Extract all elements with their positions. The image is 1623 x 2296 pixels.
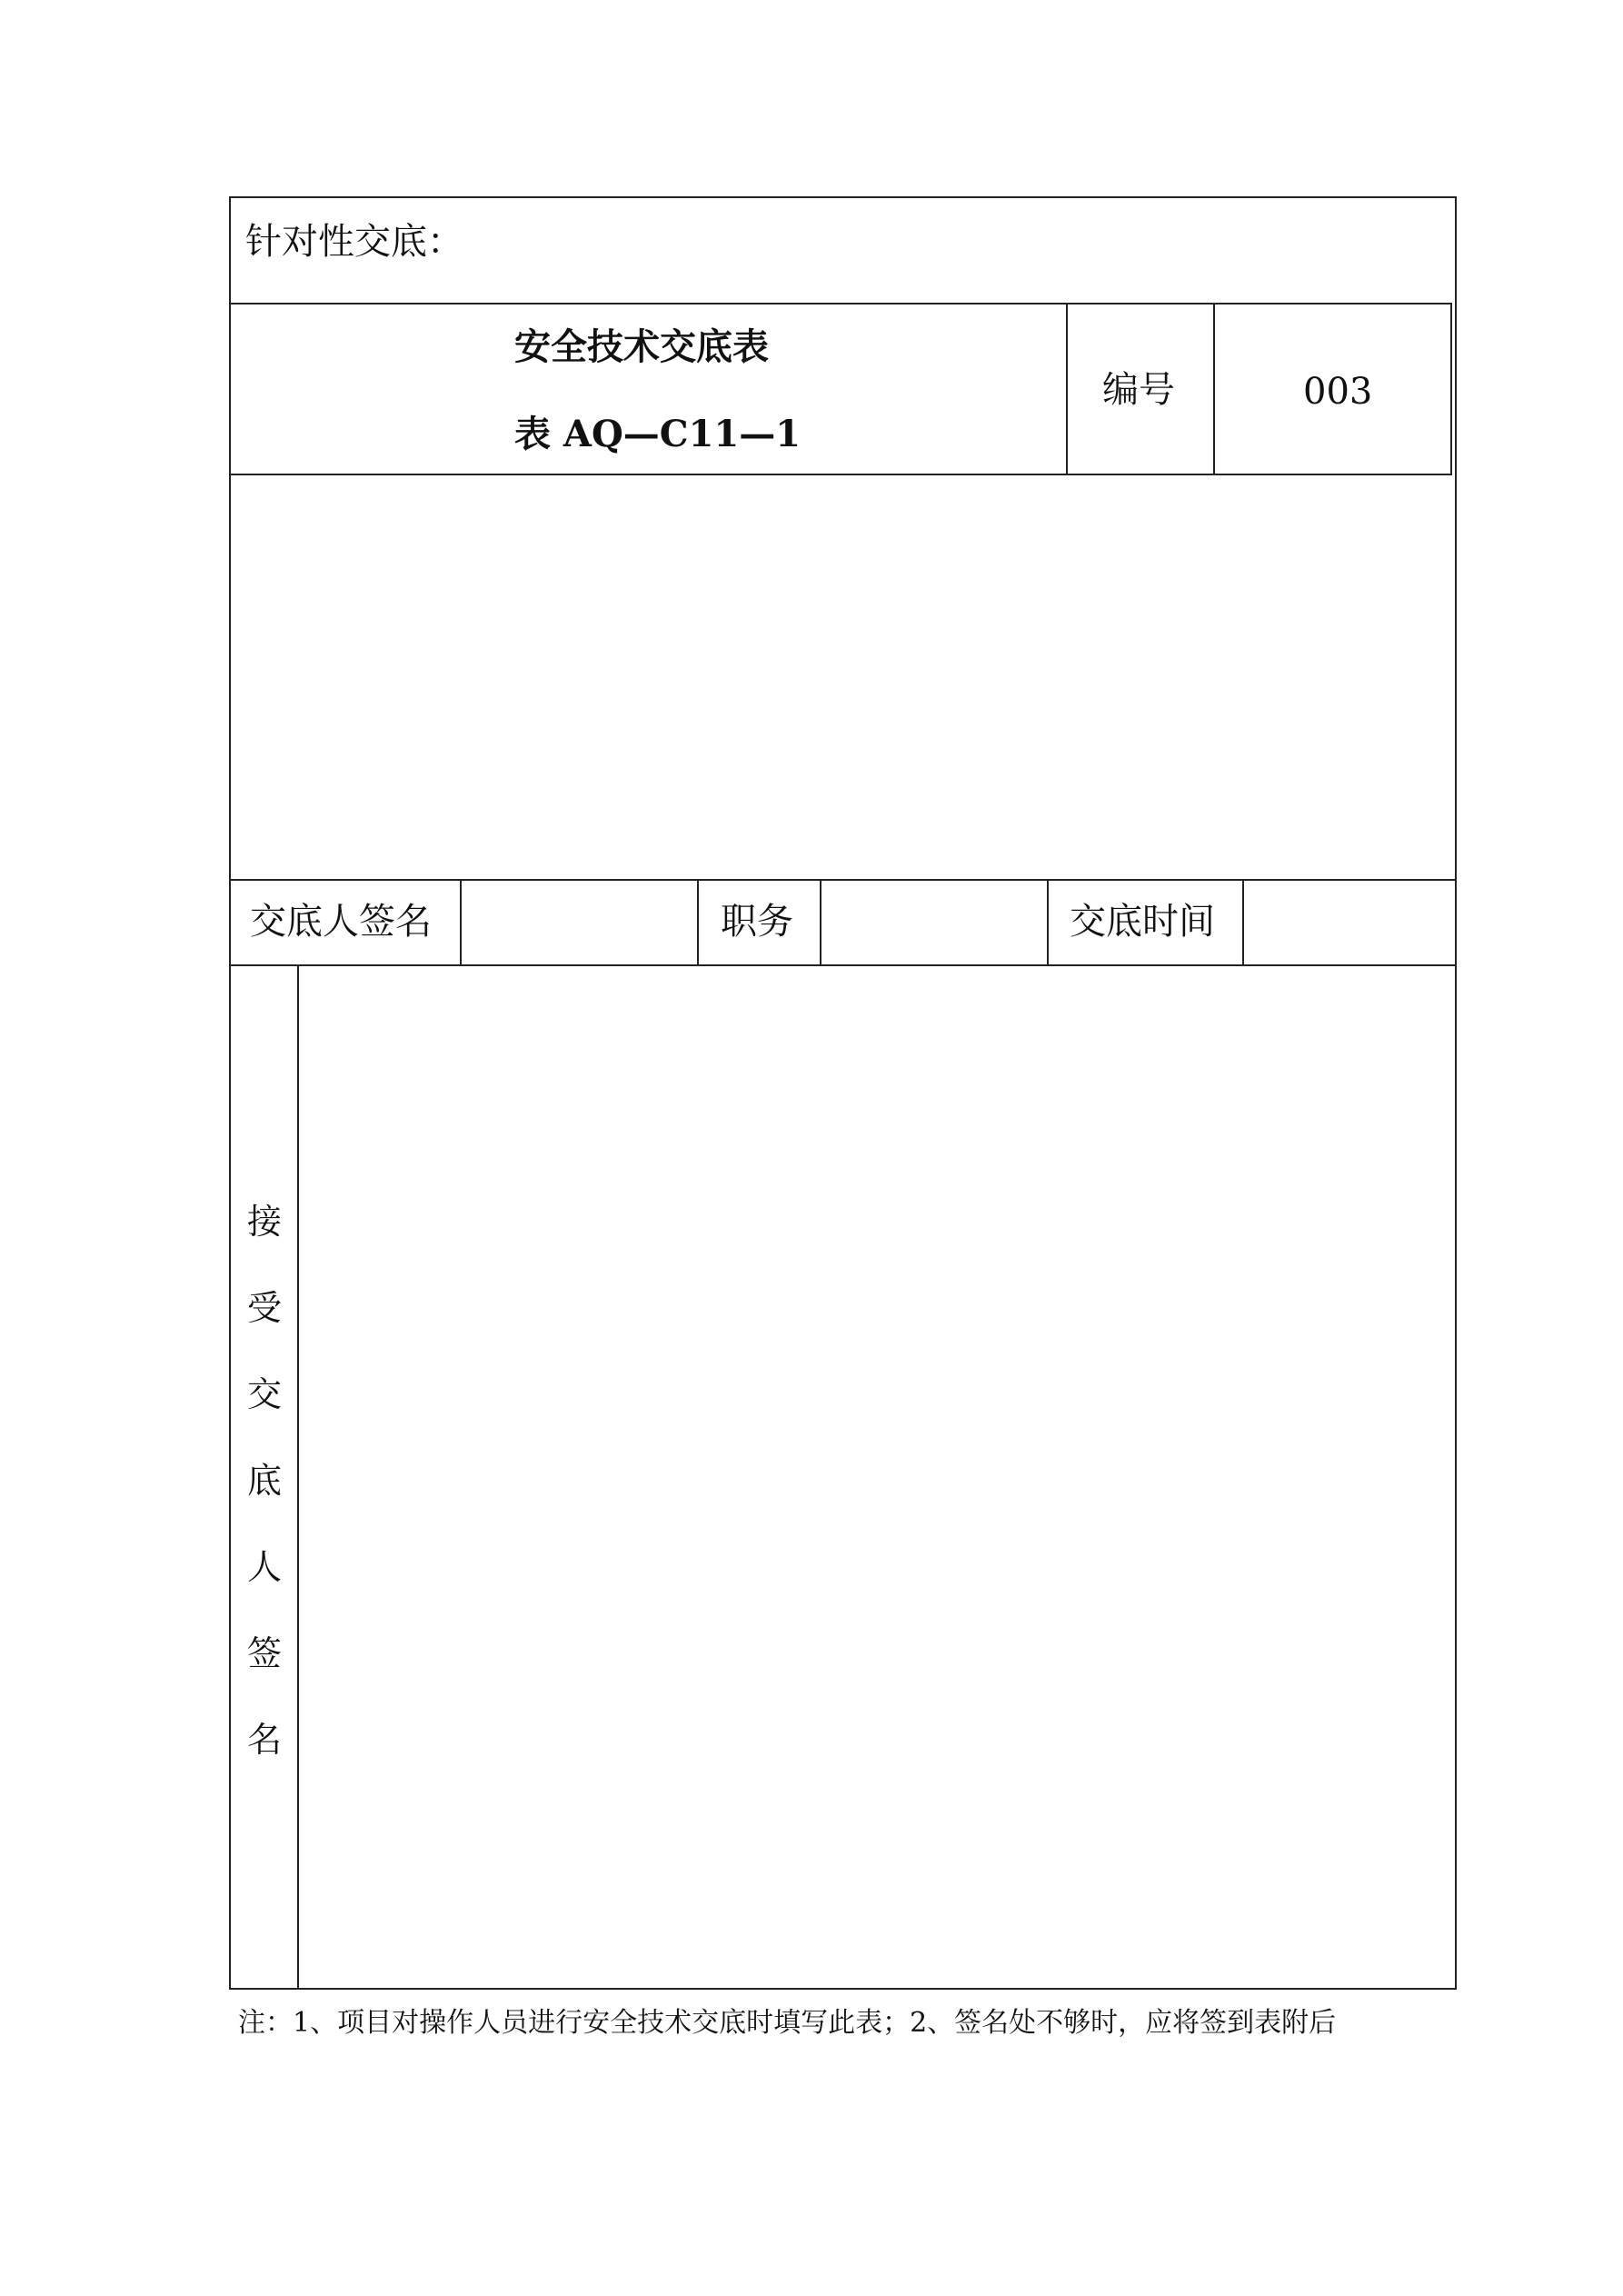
recipients-label-char: 交 <box>247 1374 283 1414</box>
recipients-divider <box>297 964 299 1990</box>
form-code: 表 AQ—C11—1 <box>514 413 802 455</box>
recipients-label-char: 接 <box>247 1202 283 1242</box>
briefing-content-area[interactable] <box>245 491 1436 873</box>
form-title: 安全技术交底表 <box>514 325 769 368</box>
recipients-label-char: 底 <box>247 1461 283 1501</box>
header-right-border <box>1450 303 1452 475</box>
number-value: 003 <box>1303 371 1373 413</box>
recipients-label-char: 人 <box>247 1547 283 1587</box>
signature-divider-2 <box>697 879 699 966</box>
header-divider-2 <box>1213 303 1215 475</box>
briefer-signature-label: 交底人签名 <box>250 901 432 943</box>
signature-divider-3 <box>820 879 821 966</box>
footnote: 注：1、项目对操作人员进行安全技术交底时填写此表；2、签名处不够时，应将签到表附后 <box>238 2007 1337 2039</box>
targeted-briefing-label: 针对性交底： <box>245 221 463 263</box>
recipients-signature-area[interactable] <box>314 982 1440 1972</box>
header-divider-1 <box>1066 303 1068 475</box>
signature-row-top-border <box>229 879 1457 881</box>
number-label: 编号 <box>1102 369 1175 411</box>
recipients-label-char: 签 <box>247 1633 283 1673</box>
signature-row-bottom-border <box>229 964 1457 966</box>
recipients-label-char: 名 <box>247 1720 283 1760</box>
position-label: 职务 <box>721 901 793 943</box>
signature-divider-4 <box>1047 879 1049 966</box>
signature-divider-5 <box>1242 879 1244 966</box>
header-top-border <box>229 303 1452 304</box>
header-bottom-border <box>229 474 1452 475</box>
recipients-label-char: 受 <box>247 1288 283 1328</box>
signature-divider-1 <box>460 879 462 966</box>
briefing-time-label: 交底时间 <box>1070 901 1215 943</box>
